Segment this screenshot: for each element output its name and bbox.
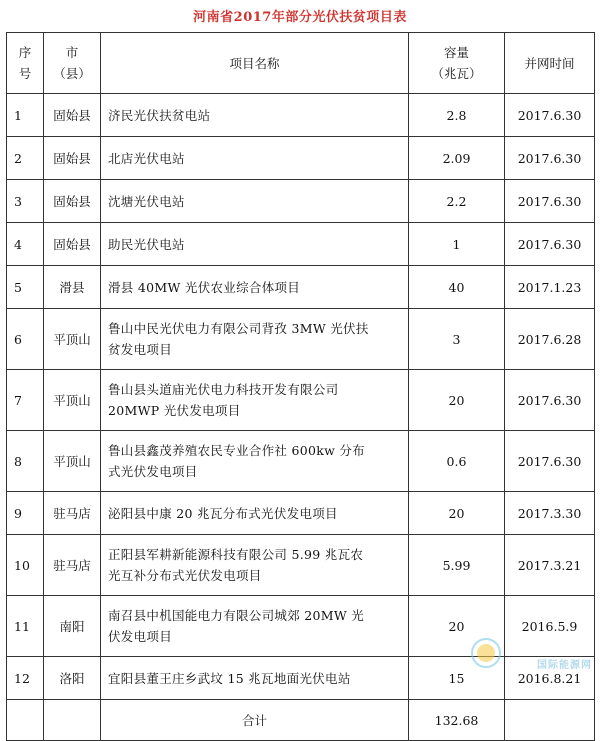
row-city: 固始县 — [44, 223, 101, 266]
row-capacity: 15 — [409, 657, 505, 700]
row-city: 固始县 — [44, 94, 101, 137]
row-grid-date: 2017.6.30 — [505, 137, 595, 180]
row-capacity: 2.09 — [409, 137, 505, 180]
row-grid-date: 2017.1.23 — [505, 266, 595, 309]
project-name-line: 北店光伏电站 — [108, 150, 185, 166]
row-project-name — [101, 370, 409, 431]
table-row — [7, 370, 595, 431]
row-city: 洛阳 — [44, 657, 101, 700]
row-city: 固始县 — [44, 137, 101, 180]
row-project-name — [101, 596, 409, 657]
row-index: 9 — [7, 492, 44, 535]
row-capacity: 20 — [409, 370, 505, 431]
row-index: 8 — [7, 431, 44, 492]
row-grid-date: 2017.6.28 — [505, 309, 595, 370]
row-capacity: 40 — [409, 266, 505, 309]
row-project-name — [101, 431, 409, 492]
header-project-name: 项目名称 — [101, 33, 409, 94]
row-grid-date: 2017.6.30 — [505, 431, 595, 492]
table-row — [7, 535, 595, 596]
row-capacity: 2.8 — [409, 94, 505, 137]
row-city: 平顶山 — [44, 431, 101, 492]
row-index: 12 — [7, 657, 44, 700]
row-project-name — [101, 535, 409, 596]
table-row — [7, 94, 595, 137]
project-name-line: 助民光伏电站 — [108, 236, 185, 252]
row-city: 南阳 — [44, 596, 101, 657]
table-row — [7, 309, 595, 370]
row-project-name — [101, 657, 409, 700]
total-capacity: 132.68 — [409, 700, 505, 741]
row-capacity: 5.99 — [409, 535, 505, 596]
row-city: 驻马店 — [44, 535, 101, 596]
row-grid-date: 2017.6.30 — [505, 180, 595, 223]
table-row — [7, 596, 595, 657]
table-row — [7, 180, 595, 223]
row-index: 10 — [7, 535, 44, 596]
watermark-text: 国际能源网 — [537, 660, 592, 671]
row-capacity: 0.6 — [409, 431, 505, 492]
project-name-line: 宜阳县董王庄乡武坟 15 兆瓦地面光伏电站 — [108, 670, 351, 686]
table-title: 河南省2017年部分光伏扶贫项目表 — [193, 10, 407, 25]
project-name-line: 鲁山县鑫茂养殖农民专业合作社 600kw 分布 — [108, 443, 365, 458]
row-index: 7 — [7, 370, 44, 431]
table-row — [7, 223, 595, 266]
project-name-line: 贫发电项目 — [108, 342, 173, 357]
row-index: 11 — [7, 596, 44, 657]
table-row — [7, 657, 595, 700]
row-city: 平顶山 — [44, 370, 101, 431]
row-index: 3 — [7, 180, 44, 223]
row-project-name — [101, 180, 409, 223]
project-name-line: 正阳县军耕新能源科技有限公司 5.99 兆瓦农 — [108, 547, 364, 562]
row-grid-date: 2017.6.30 — [505, 94, 595, 137]
project-name-line: 20MWP 光伏发电项目 — [108, 403, 241, 418]
project-name-line: 鲁山中民光伏电力有限公司背孜 3MW 光伏扶 — [108, 321, 369, 336]
row-city: 滑县 — [44, 266, 101, 309]
row-grid-date: 2016.8.21 — [505, 657, 595, 700]
row-grid-date: 2016.5.9 — [505, 596, 595, 657]
row-city: 平顶山 — [44, 309, 101, 370]
row-project-name — [101, 309, 409, 370]
project-name-line: 滑县 40MW 光伏农业综合体项目 — [108, 279, 301, 295]
row-index: 6 — [7, 309, 44, 370]
row-city: 驻马店 — [44, 492, 101, 535]
row-grid-date: 2017.3.21 — [505, 535, 595, 596]
total-label: 合计 — [101, 700, 409, 741]
row-project-name — [101, 492, 409, 535]
project-name-line: 鲁山县头道庙光伏电力科技开发有限公司 — [108, 382, 339, 397]
row-project-name — [101, 266, 409, 309]
row-project-name — [101, 137, 409, 180]
row-project-name — [101, 94, 409, 137]
row-grid-date: 2017.6.30 — [505, 370, 595, 431]
row-capacity: 1 — [409, 223, 505, 266]
row-capacity: 2.2 — [409, 180, 505, 223]
header-city: 市 （县） — [44, 33, 101, 94]
row-project-name — [101, 223, 409, 266]
row-index: 5 — [7, 266, 44, 309]
table-row — [7, 431, 595, 492]
header-grid-date: 并网时间 — [505, 33, 595, 94]
header-capacity: 容量 （兆瓦） — [409, 33, 505, 94]
row-grid-date: 2017.6.30 — [505, 223, 595, 266]
table-row — [7, 492, 595, 535]
project-name-line: 济民光伏扶贫电站 — [108, 107, 211, 123]
project-table — [6, 32, 595, 741]
row-capacity: 20 — [409, 492, 505, 535]
row-index: 2 — [7, 137, 44, 180]
project-name-line: 光互补分布式光伏发电项目 — [108, 568, 262, 583]
table-row — [7, 266, 595, 309]
total-row — [7, 700, 595, 741]
header-row — [7, 33, 595, 94]
project-name-line: 泌阳县中康 20 兆瓦分布式光伏发电项目 — [108, 505, 338, 521]
project-name-line: 伏发电项目 — [108, 629, 173, 644]
row-capacity: 3 — [409, 309, 505, 370]
row-index: 1 — [7, 94, 44, 137]
project-name-line: 沈塘光伏电站 — [108, 193, 185, 209]
row-grid-date: 2017.3.30 — [505, 492, 595, 535]
project-name-line: 式光伏发电项目 — [108, 464, 198, 479]
row-capacity: 20 — [409, 596, 505, 657]
row-city: 固始县 — [44, 180, 101, 223]
table-row — [7, 137, 595, 180]
header-index: 序 号 — [7, 33, 44, 94]
project-name-line: 南召县中机国能电力有限公司城郊 20MW 光 — [108, 608, 365, 623]
row-index: 4 — [7, 223, 44, 266]
